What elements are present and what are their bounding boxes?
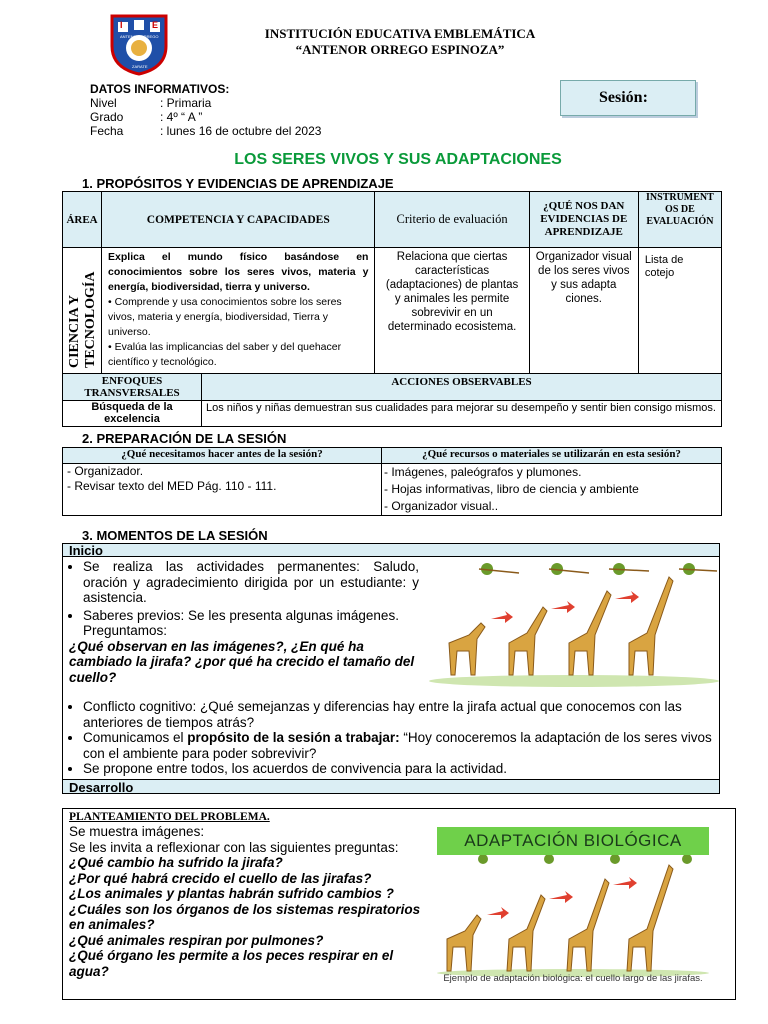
before-cell [63,464,382,516]
criterio-cell: Relaciona que ciertas características (adaptaciones) de plantas y animales les permite sobrevivir en un determinado ecosistema. [375,248,529,374]
desarrollo-content [62,808,736,1000]
section2-heading: 2. PREPARACIÓN DE LA SESIÓN [82,431,287,446]
datos-label: Fecha [90,124,124,138]
datos-row [90,96,321,110]
evidencia-cell: Organizador visual de los seres vivos y sus adapta ciones. [529,248,638,374]
datos-label: Nivel [90,96,117,110]
datos-value: : Primaria [160,96,212,110]
datos-value: : 4º “ A ” [160,110,203,124]
datos-row [90,110,321,124]
page-title: LOS SERES VIVOS Y SUS ADAPTACIONES [234,151,562,168]
datos-title: DATOS INFORMATIVOS: [90,82,230,96]
inicio-content [62,557,720,779]
logo-text-zarate: ZARATE [132,64,148,69]
area-cell [63,248,102,374]
materials-cell [382,464,722,516]
material-item: - Hojas informativas, libro de ciencia y ambiente [384,482,639,496]
inicio-item: • Se realiza las actividades permanentes: Saludo, oración y agradecimiento dirigida por un estudiante: y asistencia. [83,559,419,606]
inicio-item: • Saberes previos: Se les presenta algunas imágenes. Preguntamos: [83,608,419,639]
logo-text-name: ANTENOR ORREGO [120,34,159,39]
planteamiento-title: PLANTEAMIENTO DEL PROBLEMA. [69,811,270,823]
logo-letter-e: E [152,20,159,30]
datos-value: : lunes 16 de octubre del 2023 [160,124,322,138]
logo-letter-i: I [120,20,123,30]
material-item: - Imágenes, paleógrafos y plumones. [384,465,582,479]
enfoques-table [62,373,722,427]
datos-row [90,124,321,138]
preparacion-table [62,447,722,516]
desarrollo-text: Se les invita a reflexionar con las siguientes preguntas: [69,839,399,855]
inicio-bar [62,543,720,557]
adaptacion-caption: Ejemplo de adaptación biológica: el cuello largo de las jirafas. [443,973,703,984]
inicio-item: • Conflicto cognitivo: ¿Qué semejanzas y diferencias hay entre la jirafa actual que conocemos con las anteriores de tiempos atrás? [83,699,715,730]
inicio-item: • Se propone entre todos, los acuerdos de convivencia para la actividad. [83,761,715,777]
school-logo [104,10,174,76]
col-evidencias: ¿QUÉ NOS DAN EVIDENCIAS DE APRENDIZAJE [529,192,638,248]
adaptacion-banner: ADAPTACIÓN BIOLÓGICA [437,827,709,855]
desarrollo-bar [62,779,720,794]
question-item: ¿Los animales y plantas habrán sufrido cambios ? [69,886,394,901]
capacidad-item: • Comprende y usa conocimientos sobre los seres vivos, materia y energía, biodiversidad, Tierra y universo. [108,296,342,338]
capacidad-item: • Evalúa las implicancias del saber y del quehacer científico y tecnológico. [108,341,342,368]
before-item: - Organizador. [67,464,144,478]
question-item: ¿Qué animales respiran por pulmones? [69,932,324,948]
col-competencia: COMPETENCIA Y CAPACIDADES [102,192,375,248]
area-label: CIENCIA Y TECNOLOGÍA [67,271,98,368]
col-area: ÁREA [63,192,102,248]
inicio-questions: ¿Qué observan en las imágenes?, ¿En qué ha cambiado la jirafa? ¿por qué ha crecido el tamaño del cuello? [69,638,415,685]
question-item: ¿Qué órgano les permite a los peces respirar en el agua? [69,948,394,979]
purpose-prefix: Comunicamos el [83,730,188,745]
inicio-item [83,730,715,761]
enfoque-cell: Búsqueda de la excelencia [63,401,202,427]
inicio-label: Inicio [69,543,103,558]
section3-heading: 3. MOMENTOS DE LA SESIÓN [82,528,268,543]
section1-heading: 1. PROPÓSITOS Y EVIDENCIAS DE APRENDIZAJE [82,176,394,191]
col-criterio: Criterio de evaluación [375,192,529,248]
session-box [560,80,696,116]
desarrollo-text: Se muestra imágenes: [69,824,205,839]
adaptacion-image [437,827,709,997]
institution-name: INSTITUCIÓN EDUCATIVA EMBLEMÁTICA [264,26,536,41]
material-item: - Organizador visual.. [384,499,499,513]
before-header: ¿Qué necesitamos hacer antes de la sesión? [63,448,382,464]
purpose-label: propósito de la sesión a trabajar: [187,730,400,745]
col-instrumentos: INSTRUMENT OS DE EVALUACIÓN [638,192,721,248]
enfoques-header: ENFOQUES TRANSVERSALES [63,374,202,401]
question-item: ¿Qué cambio ha sufrido la jirafa? [69,855,283,870]
question-item: ¿Cuáles son los órganos de los sistemas respiratorios en animales? [69,901,421,932]
competencia-cell [102,248,375,374]
session-label: Sesión: [599,89,648,106]
purpose-text: “Hoy conoceremos la adaptación de los seres vivos con el ambiente para poder sobrevivir? [83,730,712,761]
propositos-table [62,191,722,374]
desarrollo-label: Desarrollo [69,780,134,795]
question-item: ¿Por qué habrá crecido el cuello de las jirafas? [69,870,372,886]
accion-cell: Los niños y niñas demuestran sus cualidades para mejorar su desempeño y sentir bien consigo mismos. [202,401,722,427]
acciones-header: ACCIONES OBSERVABLES [202,374,722,401]
giraffe-evolution-image [429,563,719,687]
before-item: - Revisar texto del MED Pág. 110 - 111. [67,479,277,493]
instrumento-cell: Lista de cotejo [638,248,721,374]
school-name: “ANTENOR ORREGO ESPINOZA” [295,42,505,57]
datos-label: Grado [90,110,124,124]
competencia-main: Explica el mundo físico basándose en conocimientos sobre los seres vivos, materia y energía, biodiversidad, tierra y universo. [108,251,369,293]
materials-header: ¿Qué recursos o materiales se utilizarán en esta sesión? [382,448,722,464]
